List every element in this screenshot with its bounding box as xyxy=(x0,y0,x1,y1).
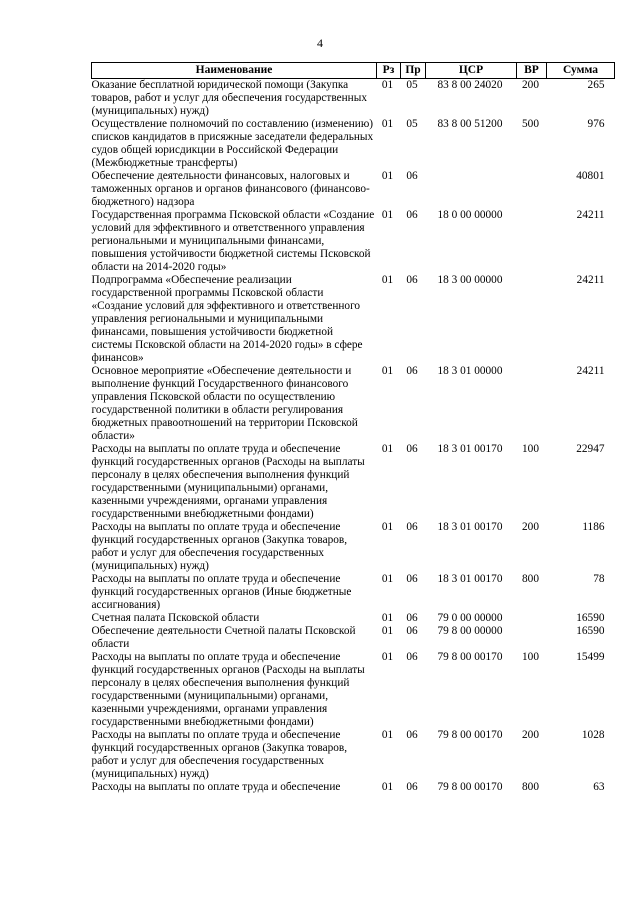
row-sum: 24211 xyxy=(576,274,605,286)
row-pr: 05 xyxy=(406,118,418,130)
row-csr: 79 8 00 00170 xyxy=(437,729,503,741)
row-vr xyxy=(517,625,547,651)
row-rz: 01 xyxy=(381,79,394,91)
row-csr: 18 3 01 00000 xyxy=(437,365,503,377)
row-vr: 200 xyxy=(522,79,539,91)
row-name: Расходы на выплаты по оплате труда и обеспечение функций государственных органов (Закупка товаров, работ и услуг для обеспечения государственных (муниципальных) нужд) xyxy=(91,521,348,572)
row-sum: 16590 xyxy=(576,625,605,637)
row-rz: 01 xyxy=(381,612,394,624)
row-vr xyxy=(517,274,547,365)
row-sum: 24211 xyxy=(576,365,605,377)
row-rz: 01 xyxy=(381,118,394,130)
row-csr: 79 0 00 00000 xyxy=(437,612,503,624)
row-csr: 83 8 00 24020 xyxy=(437,79,503,91)
row-pr: 06 xyxy=(406,625,418,637)
row-rz: 01 xyxy=(381,170,394,182)
row-vr: 100 xyxy=(522,651,539,663)
row-sum: 40801 xyxy=(576,170,605,182)
row-pr: 06 xyxy=(406,365,418,377)
row-pr: 06 xyxy=(406,443,418,455)
table-row xyxy=(92,612,615,625)
row-vr: 200 xyxy=(522,729,539,741)
row-pr: 06 xyxy=(406,781,418,793)
row-sum: 976 xyxy=(587,118,605,130)
row-sum: 78 xyxy=(593,573,605,585)
row-name: Государственная программа Псковской области «Создание условий для эффективного и ответственного управления региональными и муниципальными финансами, повышения устойчивости бюджетной системы Псковской области на 2014-2020 годы» xyxy=(91,209,375,273)
row-csr: 18 3 01 00170 xyxy=(437,521,503,533)
table-row xyxy=(92,729,615,781)
row-name: Счетная палата Псковской области xyxy=(91,612,260,624)
table-row xyxy=(92,625,615,651)
row-sum: 63 xyxy=(593,781,605,793)
table-row xyxy=(92,651,615,729)
row-pr: 06 xyxy=(406,612,418,624)
row-csr: 18 3 01 00170 xyxy=(437,443,503,455)
row-sum: 1186 xyxy=(582,521,605,533)
row-vr xyxy=(517,365,547,443)
row-csr: 79 8 00 00170 xyxy=(437,781,503,793)
header-name: Наименование xyxy=(92,63,377,79)
header-sum: Сумма xyxy=(547,63,615,79)
table-row xyxy=(92,443,615,521)
row-pr: 06 xyxy=(406,170,418,182)
row-pr: 05 xyxy=(406,79,418,91)
row-pr: 06 xyxy=(406,521,418,533)
row-rz: 01 xyxy=(381,443,394,455)
table-row xyxy=(92,274,615,365)
row-csr: 18 0 00 00000 xyxy=(437,209,503,221)
row-vr: 800 xyxy=(522,573,539,585)
row-name: Основное мероприятие «Обеспечение деятельности и выполнение функций Государственного финансового управления Псковской области по осуществлению государственной политики в области регулирования бюджетных правоотношений на территории Псковской области» xyxy=(91,365,358,442)
row-sum: 15499 xyxy=(576,651,605,663)
row-name: Обеспечение деятельности финансовых, налоговых и таможенных органов и органов финансового (финансово-бюджетного) надзора xyxy=(91,170,370,208)
row-rz: 01 xyxy=(381,729,394,741)
table-row xyxy=(92,365,615,443)
row-name: Расходы на выплаты по оплате труда и обеспечение функций государственных органов (Расходы на выплаты персоналу в целях обеспечения выполнения функций государственными (муниципальными) органами, казенными учреждениями, органами управления государственными внебюджетными фондами) xyxy=(91,443,365,520)
row-pr: 06 xyxy=(406,274,418,286)
table-row xyxy=(92,209,615,274)
row-vr: 500 xyxy=(522,118,539,130)
row-sum: 24211 xyxy=(576,209,605,221)
row-rz: 01 xyxy=(381,625,394,637)
budget-table xyxy=(91,62,615,794)
row-csr: 18 3 01 00170 xyxy=(437,573,503,585)
table-row xyxy=(92,521,615,573)
row-pr: 06 xyxy=(406,573,418,585)
row-rz: 01 xyxy=(381,209,394,221)
row-name: Оказание бесплатной юридической помощи (Закупка товаров, работ и услуг для обеспечения государственных (муниципальных) нужд) xyxy=(91,79,367,117)
row-sum: 22947 xyxy=(576,443,605,455)
header-vr: ВР xyxy=(517,63,547,79)
row-pr: 06 xyxy=(406,651,418,663)
row-rz: 01 xyxy=(381,781,394,793)
row-rz: 01 xyxy=(381,274,394,286)
row-csr: 18 3 00 00000 xyxy=(437,274,503,286)
header-pr: Пр xyxy=(401,63,426,79)
row-name: Расходы на выплаты по оплате труда и обеспечение функций государственных органов (Закупка товаров, работ и услуг для обеспечения государственных (муниципальных) нужд) xyxy=(91,729,348,780)
table-row xyxy=(92,781,615,794)
row-name: Расходы на выплаты по оплате труда и обеспечение xyxy=(91,781,341,793)
page-number: 4 xyxy=(317,36,323,50)
row-vr xyxy=(517,209,547,274)
table-row xyxy=(92,170,615,209)
header-rz: Рз xyxy=(377,63,401,79)
row-vr: 100 xyxy=(522,443,539,455)
table-row xyxy=(92,79,615,119)
row-rz: 01 xyxy=(381,651,394,663)
row-name: Подпрограмма «Обеспечение реализации государственной программы Псковской области «Создание условий для эффективного и ответственного управления региональными и муниципальными финансами, повышения устойчивости бюджетной системы Псковской области на 2014-2020 годы» в сфере финансов» xyxy=(91,274,363,364)
row-sum: 265 xyxy=(587,79,605,91)
row-csr xyxy=(426,170,517,209)
row-rz: 01 xyxy=(381,365,394,377)
row-csr: 79 8 00 00170 xyxy=(437,651,503,663)
row-name: Расходы на выплаты по оплате труда и обеспечение функций государственных органов (Расходы на выплаты персоналу в целях обеспечения выполнения функций государственными (муниципальными) органами, казенными учреждениями, органами управления государственными внебюджетными фондами) xyxy=(91,651,365,728)
table-header-row xyxy=(92,63,615,79)
row-rz: 01 xyxy=(381,521,394,533)
table-row xyxy=(92,573,615,612)
row-rz: 01 xyxy=(381,573,394,585)
table-row xyxy=(92,118,615,170)
row-pr: 06 xyxy=(406,729,418,741)
row-vr xyxy=(517,170,547,209)
row-sum: 1028 xyxy=(581,729,605,741)
row-name: Обеспечение деятельности Счетной палаты Псковской области xyxy=(91,625,356,650)
row-vr xyxy=(517,612,547,625)
row-vr: 200 xyxy=(522,521,539,533)
header-csr: ЦСР xyxy=(426,63,517,79)
row-sum: 16590 xyxy=(576,612,605,624)
row-vr: 800 xyxy=(522,781,539,793)
row-pr: 06 xyxy=(406,209,418,221)
row-name: Расходы на выплаты по оплате труда и обеспечение функций государственных органов (Иные бюджетные ассигнования) xyxy=(91,573,352,611)
row-csr: 79 8 00 00000 xyxy=(437,625,503,637)
row-name: Осуществление полномочий по составлению (изменению) списков кандидатов в присяжные заседатели федеральных судов общей юрисдикции в Российской Федерации (Межбюджетные трансферты) xyxy=(91,118,374,169)
row-csr: 83 8 00 51200 xyxy=(437,118,503,130)
